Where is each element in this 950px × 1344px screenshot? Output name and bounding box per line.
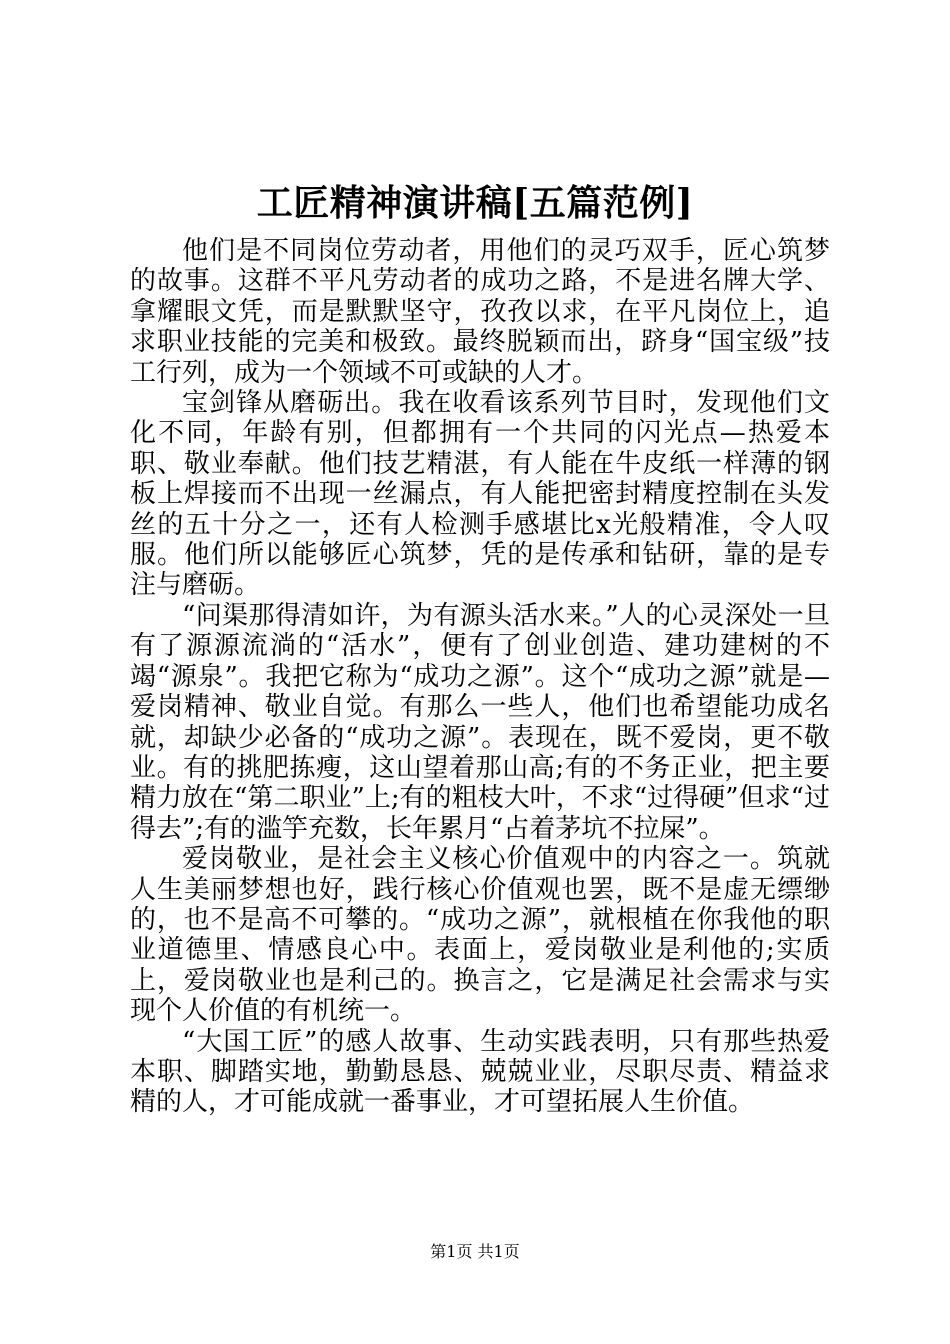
- page-number-footer: 第1页 共1页: [430, 1242, 520, 1261]
- body-paragraph-3: “问渠那得清如许，为有源头活水来。”人的心灵深处一旦有了源源流淌的“活水”，便有了创业创造、建功建树的不竭“源泉”。我把它称为“成功之源”。这个“成功之源”就是—爱岗精神、敬业自觉。有那么一些人，他们也希望能功成名就，却缺少必备的“成功之源”。表现在，既不爱岗，更不敬业。有的挑肥拣瘦，这山望着那山高;有的不务正业，把主要精力放在“第二职业”上;有的粗枝大叶，不求“过得硬”但求“过得去”;有的滥竽充数，长年累月“占着茅坑不拉屎”。: [130, 600, 830, 844]
- document-body: [130, 236, 830, 1118]
- body-paragraph-5: “大国工匠”的感人故事、生动实践表明，只有那些热爱本职、脚踏实地，勤勤恳恳、兢兢业业，尽职尽责、精益求精的人，才可能成就一番事业，才可望拓展人生价值。: [130, 1026, 830, 1118]
- body-paragraph-4: 爱岗敬业，是社会主义核心价值观中的内容之一。筑就人生美丽梦想也好，践行核心价值观也罢，既不是虚无缥缈的，也不是高不可攀的。“成功之源”，就根植在你我他的职业道德里、情感良心中。表面上，爱岗敬业是利他的;实质上，爱岗敬业也是利己的。换言之，它是满足社会需求与实现个人价值的有机统一。: [130, 844, 830, 1027]
- body-paragraph-1: 他们是不同岗位劳动者，用他们的灵巧双手，匠心筑梦的故事。这群不平凡劳动者的成功之路，不是进名牌大学、拿耀眼文凭，而是默默坚守，孜孜以求，在平凡岗位上，追求职业技能的完美和极致。最终脱颖而出，跻身“国宝级”技工行列，成为一个领域不可或缺的人才。: [130, 236, 830, 388]
- body-paragraph-2: 宝剑锋从磨砺出。我在收看该系列节目时，发现他们文化不同，年龄有别，但都拥有一个共同的闪光点—热爱本职、敬业奉献。他们技艺精湛，有人能在牛皮纸一样薄的钢板上焊接而不出现一丝漏点，有人能把密封精度控制在头发丝的五十分之一，还有人检测手感堪比x光般精准，令人叹服。他们所以能够匠心筑梦，凭的是传承和钻研，靠的是专注与磨砺。: [130, 388, 830, 601]
- document-title: 工匠精神演讲稿[五篇范例]: [256, 182, 694, 224]
